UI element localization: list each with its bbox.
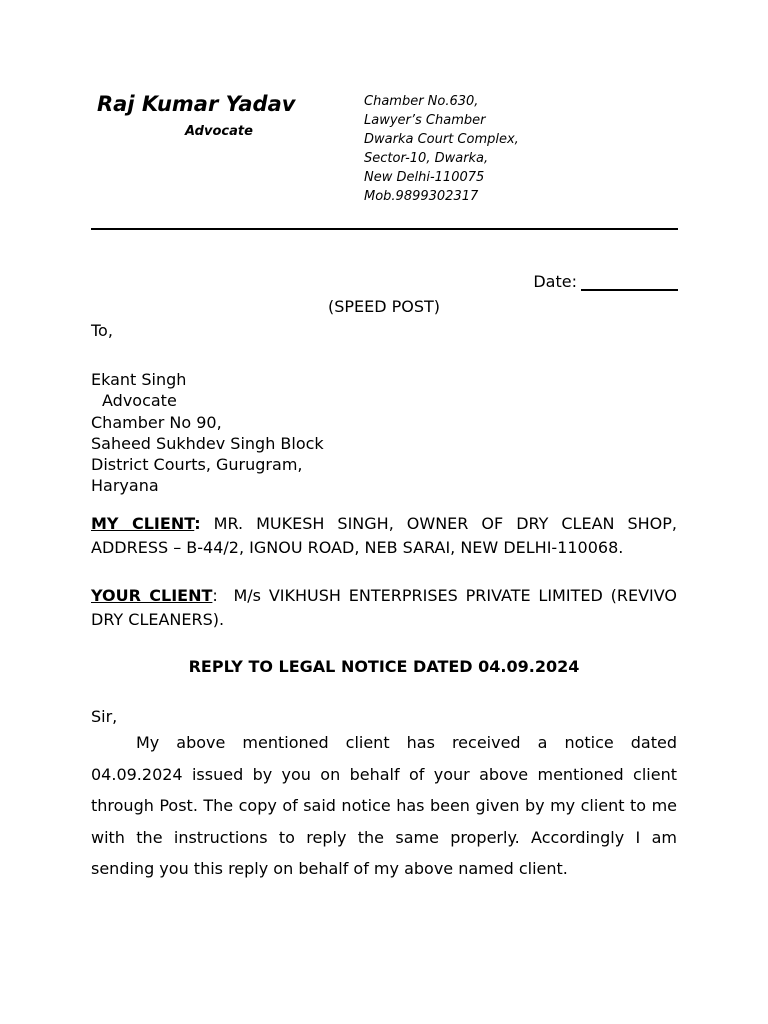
dispatch-mode: (SPEED POST) bbox=[327, 297, 441, 316]
recipient-block bbox=[91, 369, 324, 497]
address-line: New Delhi-110075 bbox=[364, 170, 485, 185]
your-client-label: YOUR CLIENT bbox=[91, 586, 213, 605]
chamber-address bbox=[364, 92, 519, 206]
lawyer-name: Raj Kumar Yadav bbox=[97, 92, 296, 116]
recipient-address-line: Saheed Sukhdev Singh Block bbox=[91, 433, 324, 453]
recipient-name: Ekant Singh bbox=[91, 370, 187, 389]
header-divider bbox=[91, 228, 678, 230]
date-blank bbox=[581, 274, 678, 291]
your-client-paragraph bbox=[91, 584, 677, 632]
your-client-text: M/s VIKHUSH ENTERPRISES PRIVATE LIMITED (REVIVO DRY CLEANERS). bbox=[91, 586, 678, 629]
my-client-text: MR. MUKESH SINGH, OWNER OF DRY CLEAN SHOP, ADDRESS – B-44/2, IGNOU ROAD, NEB SARAI, NEW DELHI-110068. bbox=[91, 514, 678, 557]
my-client-separator: : bbox=[194, 514, 201, 533]
address-line: Lawyer’s Chamber bbox=[364, 113, 486, 128]
my-client-paragraph bbox=[91, 512, 677, 560]
recipient-address-line: Chamber No 90, bbox=[91, 412, 222, 432]
letter-body: My above mentioned client has received a notice dated 04.09.2024 issued by you on behalf of your above mentioned client through Post. The copy of said notice has been given by my client to me with the instructions to reply the same properly. Accordingly I am sending you this reply on behalf of my above named client. bbox=[91, 733, 677, 878]
recipient-address-line: Haryana bbox=[91, 476, 159, 496]
address-line: Dwarka Court Complex, bbox=[364, 132, 519, 147]
address-line: Chamber No.630, bbox=[364, 94, 479, 109]
subject-heading: REPLY TO LEGAL NOTICE DATED 04.09.2024 bbox=[188, 657, 580, 676]
recipient-designation: Advocate bbox=[102, 391, 177, 411]
address-line: Sector-10, Dwarka, bbox=[364, 151, 489, 166]
my-client-label: MY CLIENT bbox=[91, 514, 195, 533]
to-line: To, bbox=[91, 321, 113, 340]
your-client-separator: : bbox=[212, 586, 218, 605]
date-line bbox=[533, 272, 678, 291]
date-label: Date: bbox=[533, 272, 577, 291]
lawyer-title: Advocate bbox=[185, 124, 253, 139]
salutation: Sir, bbox=[91, 707, 118, 726]
recipient-address-line: District Courts, Gurugram, bbox=[91, 455, 303, 475]
mobile-number: Mob.9899302317 bbox=[364, 189, 479, 204]
